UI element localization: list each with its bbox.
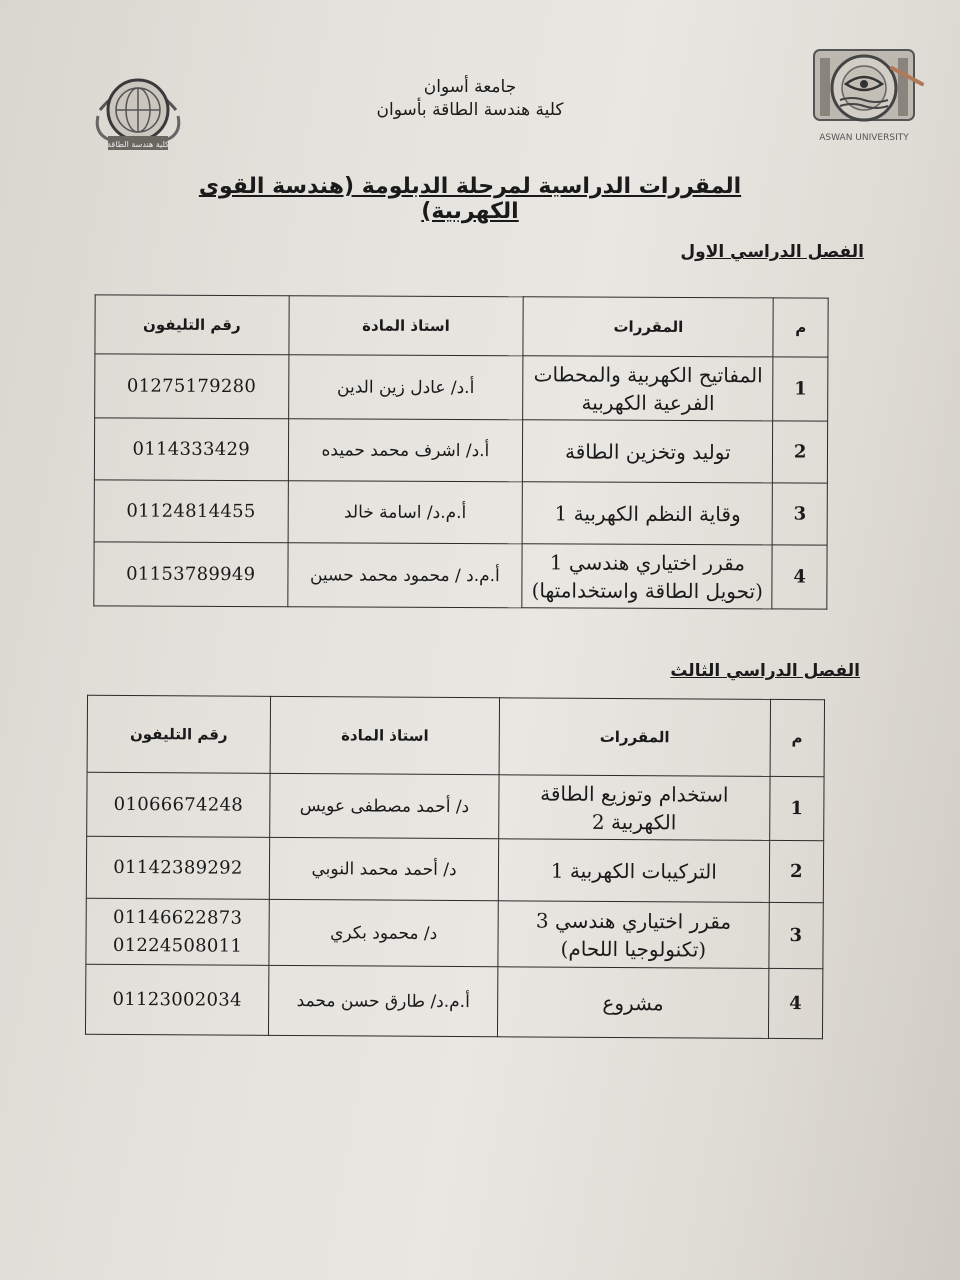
table-row [85,964,822,1039]
semester-1-heading: الفصل الدراسي الاول [680,242,864,262]
faculty-logo [90,70,186,156]
phone-number: 01066674248 [87,772,270,837]
col-header-professor: استاذ المادة [270,696,500,774]
phone-number: 01146622873 01224508011 [86,898,269,965]
professor-name: أ.م.د/ طارق حسن محمد [268,965,498,1036]
col-header-num: م [770,699,825,776]
phone-number: 01275179280 [95,354,289,419]
course-name: المفاتيح الكهربية والمحطات الفرعية الكهربية [523,356,773,421]
professor-name: د/ محمود بكري [269,899,499,966]
professor-name: د/ أحمد مصطفى عويس [270,773,500,838]
row-number: 1 [769,776,824,840]
professor-name: أ.د/ عادل زين الدين [288,355,523,420]
semester-1-table [93,294,828,609]
phone-number: 01142389292 [86,836,269,899]
col-header-phone: رقم التليفون [87,695,270,773]
left-logo-text: كلية هندسة الطاقة [107,140,169,149]
row-number: 1 [773,357,828,421]
row-number: 4 [768,968,823,1038]
row-number: 4 [772,545,827,609]
course-name: وقاية النظم الكهربية 1 [522,482,772,545]
course-name: توليد وتخزين الطاقة [523,420,773,483]
aswan-university-logo [800,40,928,150]
course-name: مقرر اختياري هندسي 3 (تكنولوجيا اللحام) [498,901,769,969]
university-name: جامعة أسوان [423,77,517,97]
table-row [94,480,827,545]
professor-name: أ.د/ اشرف محمد حميده [288,419,523,482]
phone-number: 01124814455 [94,480,288,543]
professor-name: أ.م.د / محمود محمد حسين [287,543,522,608]
semester-3-table [85,695,825,1040]
course-name: التركيبات الكهربية 1 [498,839,769,903]
professor-name: أ.م.د/ اسامة خالد [288,481,523,544]
col-header-course: المقررات [499,698,770,777]
course-name: استخدام وتوزيع الطاقة الكهربية 2 [499,775,770,841]
phone-number: 01153789949 [94,542,288,607]
table-row [94,418,827,483]
phone-number: 0114333429 [94,418,288,481]
row-number: 2 [769,840,824,902]
course-name: مشروع [498,967,769,1039]
row-number: 3 [768,902,823,968]
table-header-row [87,695,824,777]
table-row [86,836,823,903]
col-header-course: المقررات [523,297,773,357]
table-row [87,772,824,841]
university-header [340,76,600,122]
table-row [95,354,828,421]
document-title: المقررات الدراسية لمرحلة الدبلومة (هندسة القوى الكهربية) [198,174,742,224]
row-number: 2 [773,421,828,483]
col-header-phone: رقم التليفون [95,295,289,355]
phone-number: 01123002034 [85,964,268,1035]
semester-3-heading: الفصل الدراسي الثالث [670,661,860,681]
table-row [94,542,827,609]
table-row [86,898,823,969]
right-logo-text: ASWAN UNIVERSITY [819,133,909,143]
course-name: مقرر اختياري هندسي 1 (تحويل الطاقة واستخدامتها) [522,544,772,609]
row-number: 3 [773,483,828,545]
col-header-num: م [773,298,828,357]
table-header-row [95,295,828,357]
professor-name: د/ أحمد محمد النوبي [269,837,499,900]
col-header-professor: استاذ المادة [288,296,523,356]
faculty-name: كلية هندسة الطاقة بأسوان [376,100,564,120]
